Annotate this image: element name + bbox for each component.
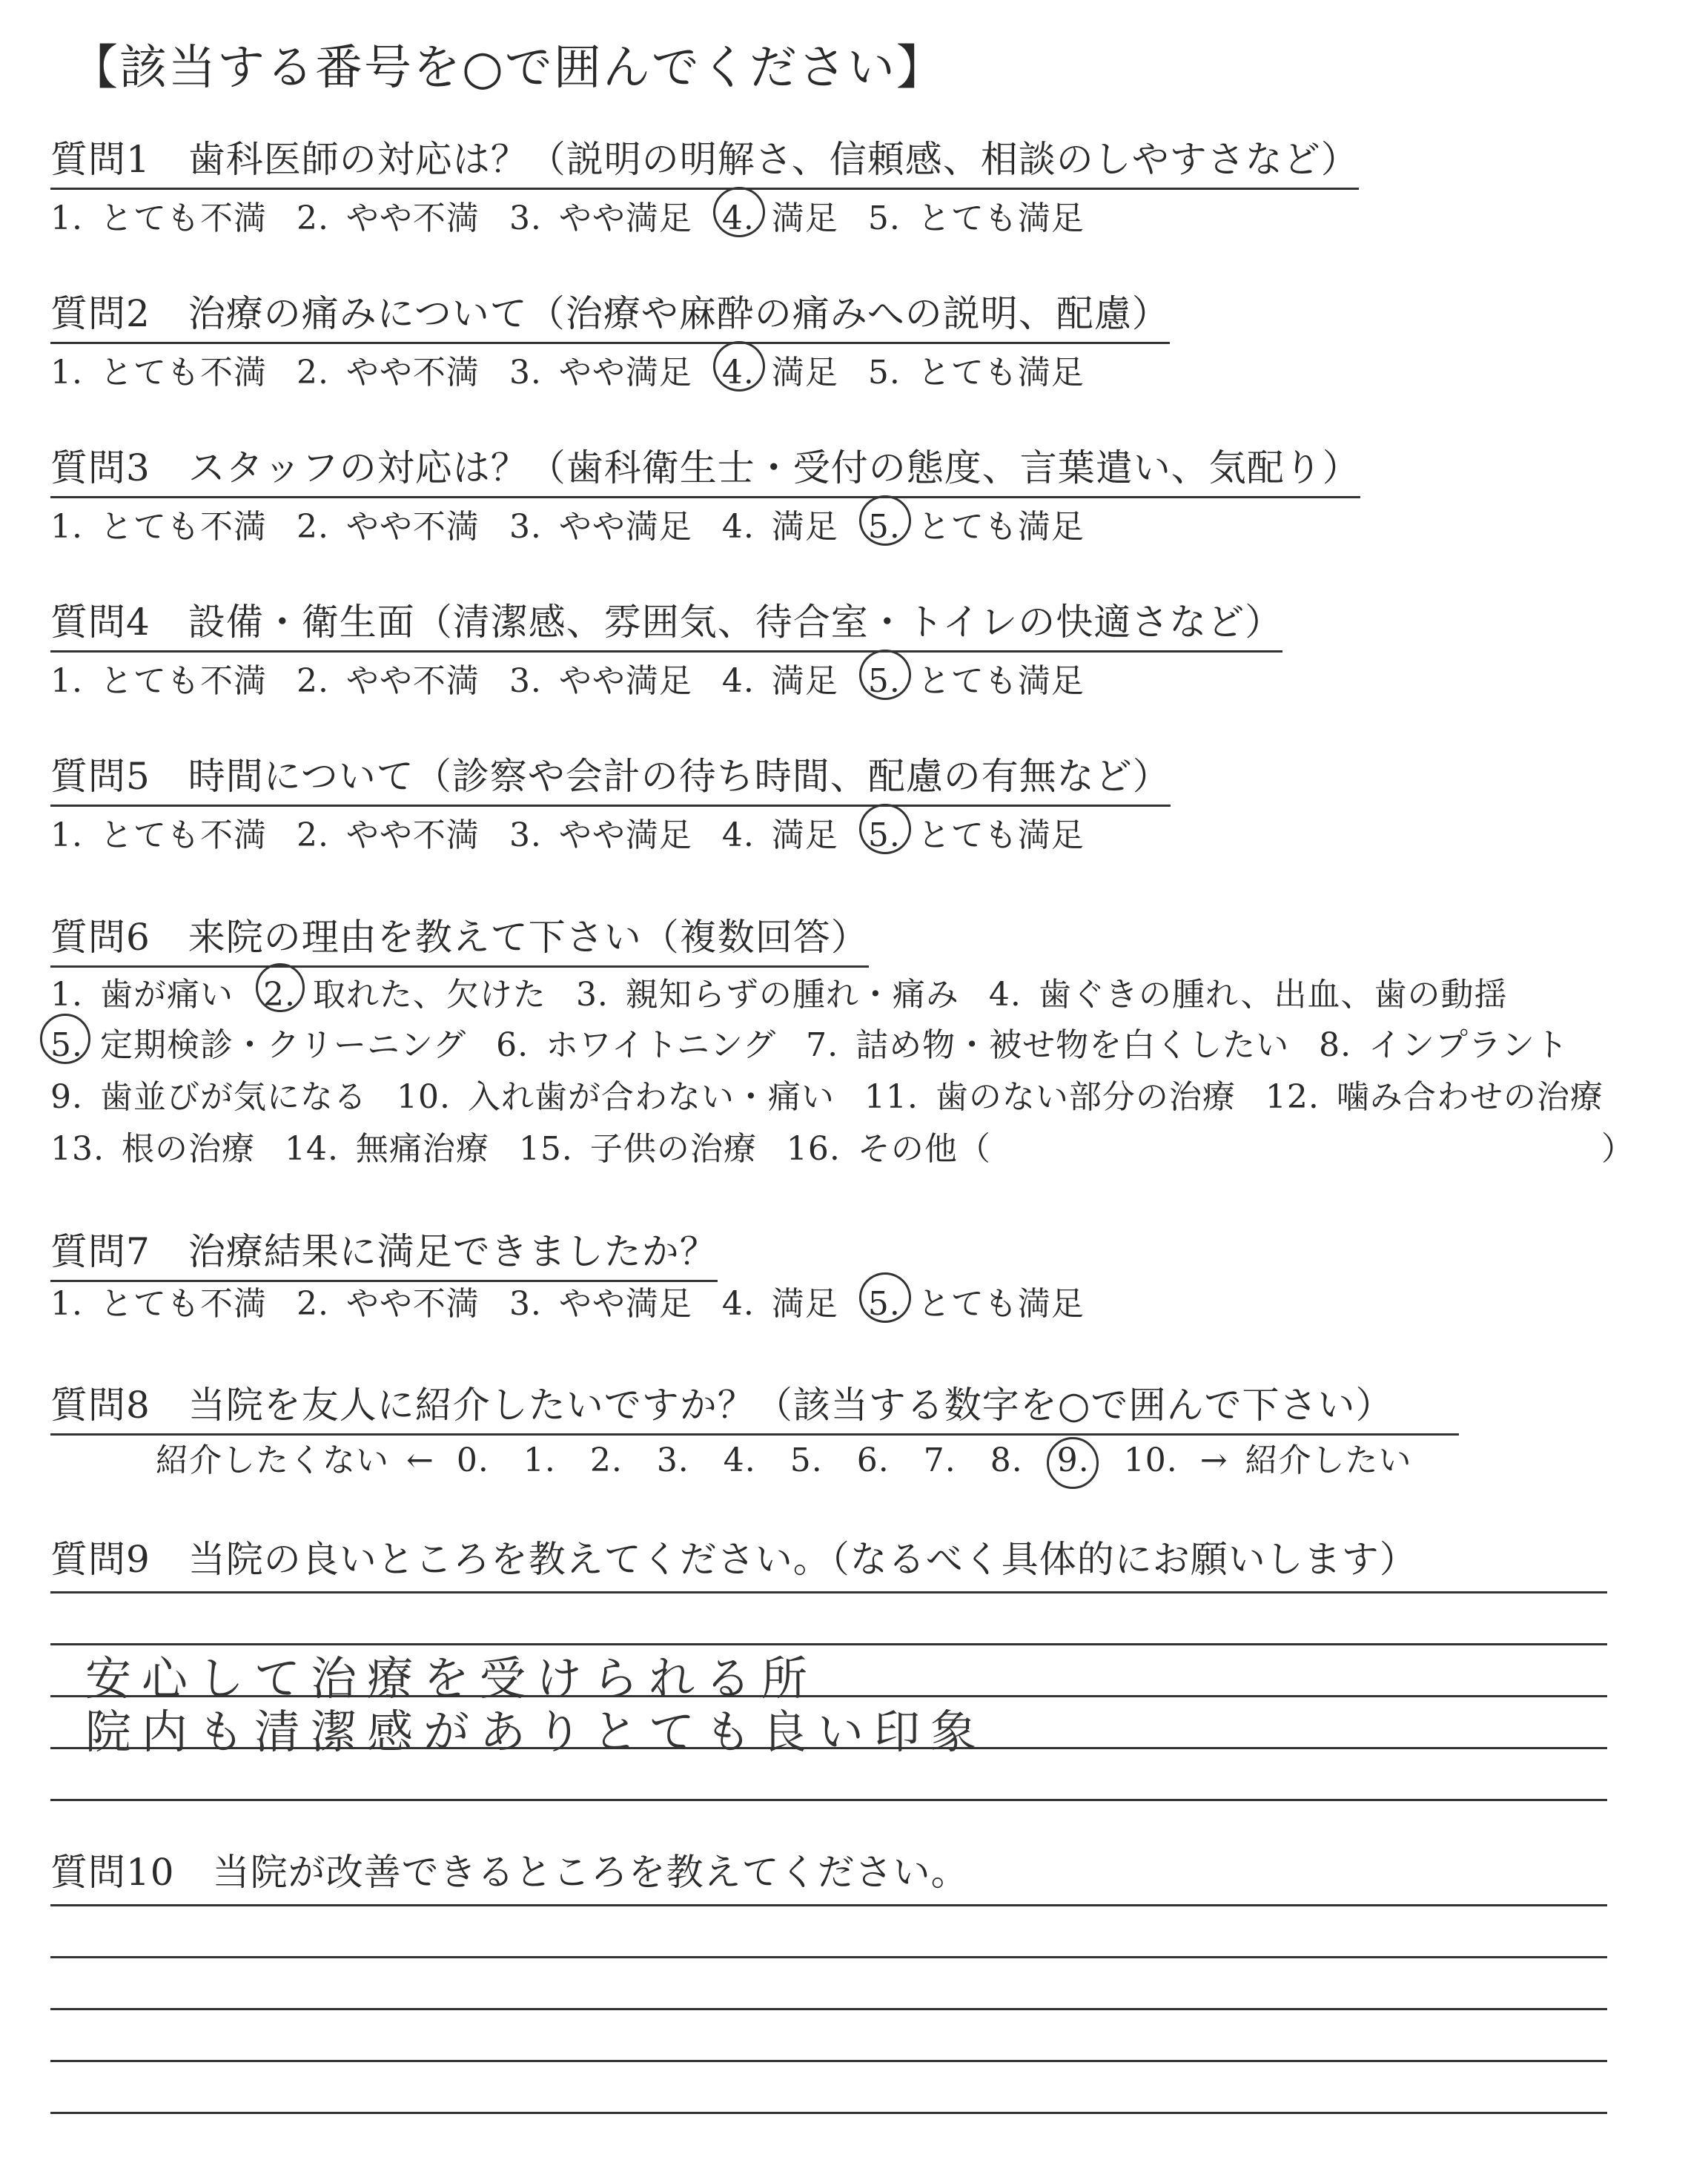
q6-option-11[interactable]: 11. 歯のない部分の治療 xyxy=(864,1078,1236,1116)
answer-line xyxy=(50,2008,1607,2010)
q1-option-3[interactable]: 3. やや満足 xyxy=(509,199,692,237)
q1-option-2[interactable]: 2. やや不満 xyxy=(296,199,480,237)
selection-circle xyxy=(859,650,911,700)
q6-option-5[interactable]: 5. 定期検診・クリーニング xyxy=(50,1018,466,1066)
question-5-label: 質問5 時間について（診察や会計の待ち時間、配慮の有無など） xyxy=(50,747,1171,807)
answer-line xyxy=(50,2112,1607,2114)
answer-line xyxy=(50,1904,1607,1906)
q2-option-4[interactable]: 4. 満足 xyxy=(722,346,838,393)
question-7-label: 質問7 治療結果に満足できましたか？ xyxy=(50,1222,718,1282)
q6-row-2 xyxy=(50,1018,1598,1066)
handwritten-answer-line-2: 院内も清潔感がありとても良い印象 xyxy=(85,1705,987,1759)
selection-circle xyxy=(713,187,765,237)
question-2-options xyxy=(50,346,1114,393)
question-1-options xyxy=(50,191,1114,239)
q2-option-5[interactable]: 5. とても満足 xyxy=(867,354,1085,392)
question-5-options xyxy=(50,808,1114,856)
question-9-label: 質問9 当院の良いところを教えてください。（なるべく具体的にお願いします） xyxy=(50,1538,1417,1581)
q8-option-8[interactable]: 8. xyxy=(990,1441,1023,1479)
q1-option-5[interactable]: 5. とても満足 xyxy=(867,199,1085,237)
q6-option-14[interactable]: 14. 無痛治療 xyxy=(284,1130,489,1168)
q3-option-1[interactable]: 1. とても不満 xyxy=(50,508,267,546)
answer-line xyxy=(50,2060,1607,2062)
selection-circle xyxy=(859,1272,911,1323)
q7-option-3[interactable]: 3. やや満足 xyxy=(509,1285,692,1323)
q8-option-1[interactable]: 1. xyxy=(523,1441,556,1479)
q3-option-4[interactable]: 4. 満足 xyxy=(721,508,838,546)
q4-option-2[interactable]: 2. やや不満 xyxy=(296,662,480,700)
selection-circle xyxy=(256,963,305,1012)
q8-option-5[interactable]: 5. xyxy=(790,1441,823,1479)
question-1-label: 質問1 歯科医師の対応は？（説明の明解さ、信頼感、相談のしやすさなど） xyxy=(50,130,1359,190)
q8-option-4[interactable]: 4. xyxy=(723,1441,756,1479)
selection-circle xyxy=(1047,1437,1099,1489)
question-4-label: 質問4 設備・衛生面（清潔感、雰囲気、待合室・トイレの快適さなど） xyxy=(50,592,1282,653)
page-title: 【該当する番号を○で囲んでください】 xyxy=(70,41,945,96)
selection-circle xyxy=(859,495,911,546)
q6-option-2[interactable]: 2. 取れた、欠けた xyxy=(263,968,546,1015)
q6-option-15[interactable]: 15. 子供の治療 xyxy=(518,1130,757,1168)
q8-option-6[interactable]: 6. xyxy=(856,1441,890,1479)
q4-option-1[interactable]: 1. とても不満 xyxy=(50,662,267,700)
q7-option-1[interactable]: 1. とても不満 xyxy=(50,1285,267,1323)
q4-option-3[interactable]: 3. やや満足 xyxy=(509,662,692,700)
question-8-label: 質問8 当院を友人に紹介したいですか？（該当する数字を○で囲んで下さい） xyxy=(50,1375,1459,1436)
q3-option-5[interactable]: 5. とても満足 xyxy=(868,500,1085,547)
question-6-label: 質問6 来院の理由を教えて下さい（複数回答） xyxy=(50,908,869,968)
q1-option-1[interactable]: 1. とても不満 xyxy=(50,199,267,237)
selection-circle xyxy=(40,1014,90,1064)
q6-option-16[interactable]: 16. その他（ xyxy=(786,1130,991,1168)
q6-option-12[interactable]: 12. 噛み合わせの治療 xyxy=(1265,1078,1603,1116)
q6-option-9[interactable]: 9. 歯並びが気になる xyxy=(50,1078,367,1116)
q5-option-1[interactable]: 1. とても不満 xyxy=(50,816,267,854)
q8-option-10[interactable]: 10. xyxy=(1123,1441,1178,1479)
q8-option-2[interactable]: 2. xyxy=(589,1441,623,1479)
q6-option-10[interactable]: 10. 入れ歯が合わない・痛い xyxy=(396,1078,835,1116)
q4-option-4[interactable]: 4. 満足 xyxy=(721,662,838,700)
q2-option-2[interactable]: 2. やや不満 xyxy=(296,354,480,392)
q3-option-3[interactable]: 3. やや満足 xyxy=(509,508,692,546)
q7-option-4[interactable]: 4. 満足 xyxy=(721,1285,838,1323)
q6-option-8[interactable]: 8. インプラント xyxy=(1319,1026,1569,1064)
answer-line xyxy=(50,1591,1607,1593)
q6-option-3[interactable]: 3. 親知らずの腫れ・痛み xyxy=(575,976,959,1014)
q8-right-label: → 紹介したい xyxy=(1199,1441,1412,1479)
q8-option-9[interactable]: 9. xyxy=(1057,1441,1090,1479)
q6-option-6[interactable]: 6. ホワイトニング xyxy=(496,1026,777,1064)
q1-option-4[interactable]: 4. 満足 xyxy=(722,191,838,239)
q6-row-4 xyxy=(50,1122,1021,1169)
q3-option-2[interactable]: 2. やや不満 xyxy=(296,508,480,546)
q4-option-5[interactable]: 5. とても満足 xyxy=(868,654,1085,701)
q7-option-5[interactable]: 5. とても満足 xyxy=(868,1277,1085,1324)
q8-option-0[interactable]: 0. xyxy=(456,1441,489,1479)
q5-option-2[interactable]: 2. やや不満 xyxy=(296,816,480,854)
q6-row-1 xyxy=(50,968,1537,1015)
selection-circle xyxy=(713,341,765,392)
q5-option-5[interactable]: 5. とても満足 xyxy=(868,808,1085,856)
q6-option-7[interactable]: 7. 詰め物・被せ物を白くしたい xyxy=(806,1026,1290,1064)
q5-option-4[interactable]: 4. 満足 xyxy=(721,816,838,854)
q2-option-3[interactable]: 3. やや満足 xyxy=(509,354,692,392)
q6-row-3 xyxy=(50,1070,1633,1117)
selection-circle xyxy=(859,804,911,854)
q6-option-1[interactable]: 1. 歯が痛い xyxy=(50,976,234,1014)
q8-option-3[interactable]: 3. xyxy=(656,1441,689,1479)
question-3-label: 質問3 スタッフの対応は？（歯科衛生士・受付の態度、言葉遣い、気配り） xyxy=(50,438,1360,498)
question-7-options xyxy=(50,1277,1114,1324)
question-8-scale xyxy=(156,1433,1442,1481)
question-10-label: 質問10 当院が改善できるところを教えてください。 xyxy=(50,1851,969,1894)
q5-option-3[interactable]: 3. やや満足 xyxy=(509,816,692,854)
q6-other-close: ） xyxy=(1601,1130,1635,1168)
answer-line xyxy=(50,1799,1607,1801)
answer-line xyxy=(50,1956,1607,1958)
question-2-label: 質問2 治療の痛みについて（治療や麻酔の痛みへの説明、配慮） xyxy=(50,284,1170,344)
question-4-options xyxy=(50,654,1114,701)
q8-left-label: 紹介したくない ← xyxy=(156,1441,434,1479)
question-3-options xyxy=(50,500,1114,547)
q8-option-7[interactable]: 7. xyxy=(923,1441,956,1479)
q7-option-2[interactable]: 2. やや不満 xyxy=(296,1285,480,1323)
q2-option-1[interactable]: 1. とても不満 xyxy=(50,354,267,392)
handwritten-answer-line-1: 安心して治療を受けられる所 xyxy=(85,1651,818,1705)
q6-option-13[interactable]: 13. 根の治療 xyxy=(50,1130,255,1168)
q6-option-4[interactable]: 4. 歯ぐきの腫れ、出血、歯の動揺 xyxy=(988,976,1508,1014)
